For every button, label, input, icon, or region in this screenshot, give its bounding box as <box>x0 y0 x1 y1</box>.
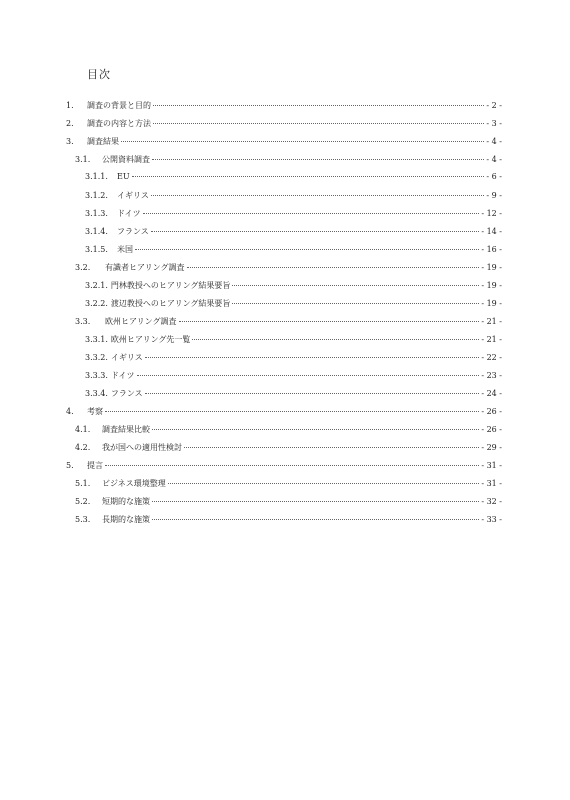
dot-leader <box>232 285 479 286</box>
toc-entry-number: 5. <box>66 461 74 470</box>
toc-entry-4-2[interactable] <box>75 442 502 456</box>
toc-entry-page: - 33 - <box>481 515 502 524</box>
toc-entry-page: - 19 - <box>481 263 502 272</box>
toc-entry-number: 3.3.1. <box>85 335 108 344</box>
toc-entry-number: 4.2. <box>75 443 91 452</box>
toc-entry-3-3-3[interactable] <box>85 370 502 384</box>
dot-leader <box>153 123 484 124</box>
toc-entry-title: ドイツ <box>110 371 135 380</box>
toc-entry-number: 3.1.3. <box>85 209 108 218</box>
dot-leader <box>152 429 479 430</box>
toc-heading: 目次 <box>87 68 111 81</box>
dot-leader <box>192 339 479 340</box>
toc-entry-page: - 19 - <box>481 281 502 290</box>
toc-entry-title: 有識者ヒアリング調査 <box>105 263 185 272</box>
toc-entry-1[interactable] <box>66 100 502 114</box>
toc-entry-number: 3.1.1. <box>85 172 108 181</box>
toc-entry-3-3[interactable] <box>75 316 502 330</box>
dot-leader <box>179 321 480 322</box>
toc-entry-3-1-3[interactable] <box>85 208 502 222</box>
toc-entry-2[interactable] <box>66 118 502 132</box>
toc-entry-5-2[interactable] <box>75 496 502 510</box>
toc-entry-page: - 32 - <box>481 497 502 506</box>
toc-entry-page: - 21 - <box>481 317 502 326</box>
toc-entry-page: - 31 - <box>481 479 502 488</box>
toc-entry-title: 渡辺教授へのヒアリング結果要旨 <box>110 299 231 308</box>
toc-entry-title: 考察 <box>87 407 103 416</box>
dot-leader <box>121 141 484 142</box>
dot-leader <box>152 159 484 160</box>
toc-entry-title: 欧州ヒアリング先一覧 <box>110 335 191 344</box>
toc-entry-title: ビジネス環境整理 <box>102 479 166 488</box>
toc-entry-title: ドイツ <box>117 209 141 218</box>
toc-entry-number: 5.2. <box>75 497 91 506</box>
toc-entry-3-1-2[interactable] <box>85 190 502 204</box>
toc-entry-page: - 19 - <box>481 299 502 308</box>
toc-entry-number: 3.1.5. <box>85 245 108 254</box>
toc-entry-number: 3.2.2. <box>85 299 108 308</box>
dot-leader <box>137 375 480 376</box>
dot-leader <box>132 176 485 177</box>
toc-entry-page: - 6 - <box>486 172 502 181</box>
dot-leader <box>105 465 479 466</box>
toc-entry-4[interactable] <box>66 406 502 420</box>
dot-leader <box>153 105 484 106</box>
toc-entry-3-3-2[interactable] <box>85 352 502 366</box>
toc-entry-number: 3.3.2. <box>85 353 108 362</box>
toc-entry-number: 5.1. <box>75 479 91 488</box>
toc-entry-title: フランス <box>110 389 143 398</box>
toc-entry-title: 門林教授へのヒアリング結果要旨 <box>110 281 231 290</box>
toc-entry-page: - 14 - <box>481 227 502 236</box>
dot-leader <box>151 195 485 196</box>
toc-entry-4-1[interactable] <box>75 424 502 438</box>
toc-entry-page: - 4 - <box>486 137 502 146</box>
toc-entry-number: 3.3.3. <box>85 371 108 380</box>
toc-entry-title: 我が国への適用性検討 <box>102 443 182 452</box>
toc-entry-page: - 9 - <box>486 191 502 200</box>
toc-entry-3-1-1[interactable] <box>85 172 502 186</box>
toc-entry-number: 3.1.2. <box>85 191 108 200</box>
toc-entry-title: 調査結果 <box>87 137 119 146</box>
toc-entry-page: - 2 - <box>486 101 502 110</box>
toc-entry-3-3-4[interactable] <box>85 388 502 402</box>
dot-leader <box>105 411 479 412</box>
toc-entry-number: 3.2. <box>75 263 91 272</box>
toc-entry-3-1-4[interactable] <box>85 226 502 240</box>
dot-leader <box>145 393 480 394</box>
toc-entry-title: 長期的な施策 <box>102 515 150 524</box>
toc-entry-number: 4.1. <box>75 425 91 434</box>
toc-entry-title: EU <box>117 172 130 181</box>
toc-entry-3-2[interactable] <box>75 262 502 276</box>
toc-entry-3-1-5[interactable] <box>85 244 502 258</box>
toc-entry-number: 2. <box>66 119 74 128</box>
toc-entry-number: 1. <box>66 101 74 110</box>
toc-entry-number: 5.3. <box>75 515 91 524</box>
toc-entry-page: - 21 - <box>481 335 502 344</box>
dot-leader <box>145 357 480 358</box>
dot-leader <box>152 501 479 502</box>
toc-entry-3[interactable] <box>66 136 502 150</box>
toc-entry-title: フランス <box>117 227 149 236</box>
toc-entry-number: 3.3.4. <box>85 389 108 398</box>
toc-entry-number: 4. <box>66 407 74 416</box>
dot-leader <box>187 267 480 268</box>
toc-entry-5[interactable] <box>66 460 502 474</box>
toc-entry-page: - 3 - <box>486 119 502 128</box>
toc-entry-title: イギリス <box>117 191 149 200</box>
dot-leader <box>152 519 479 520</box>
toc-entry-page: - 26 - <box>481 425 502 434</box>
toc-entry-3-1[interactable] <box>75 154 502 168</box>
dot-leader <box>184 447 479 448</box>
toc-entry-number: 3.1.4. <box>85 227 108 236</box>
toc-entry-title: 米国 <box>117 245 133 254</box>
toc-entry-page: - 12 - <box>481 209 502 218</box>
toc-entry-page: - 31 - <box>481 461 502 470</box>
toc-entry-title: 調査結果比較 <box>102 425 150 434</box>
dot-leader <box>151 231 480 232</box>
toc-entry-3-2-1[interactable] <box>85 280 502 294</box>
toc-entry-page: - 26 - <box>481 407 502 416</box>
toc-entry-page: - 22 - <box>481 353 502 362</box>
toc-entry-page: - 24 - <box>481 389 502 398</box>
toc-entry-3-2-2[interactable] <box>85 298 502 312</box>
toc-entry-5-1[interactable] <box>75 478 502 492</box>
toc-entry-number: 3.3. <box>75 317 91 326</box>
toc-entry-title: 短期的な施策 <box>102 497 150 506</box>
toc-entry-title: 公開資料調査 <box>102 155 150 164</box>
dot-leader <box>232 303 479 304</box>
toc-entry-number: 3.1. <box>75 155 91 164</box>
toc-entry-page: - 4 - <box>486 155 502 164</box>
toc-entry-number: 3. <box>66 137 74 146</box>
toc-entry-title: 調査の背景と目的 <box>87 101 151 110</box>
dot-leader <box>135 249 479 250</box>
toc-entry-page: - 23 - <box>481 371 502 380</box>
toc-entry-number: 3.2.1. <box>85 281 108 290</box>
toc-entry-page: - 29 - <box>481 443 502 452</box>
toc-entry-title: 提言 <box>87 461 103 470</box>
toc-entry-title: 調査の内容と方法 <box>87 119 151 128</box>
toc-entry-title: 欧州ヒアリング調査 <box>105 317 177 326</box>
dot-leader <box>143 213 480 214</box>
dot-leader <box>168 483 480 484</box>
toc-entry-page: - 16 - <box>481 245 502 254</box>
toc-entry-3-3-1[interactable] <box>85 334 502 348</box>
toc-entry-5-3[interactable] <box>75 514 502 528</box>
toc-entry-title: イギリス <box>110 353 143 362</box>
